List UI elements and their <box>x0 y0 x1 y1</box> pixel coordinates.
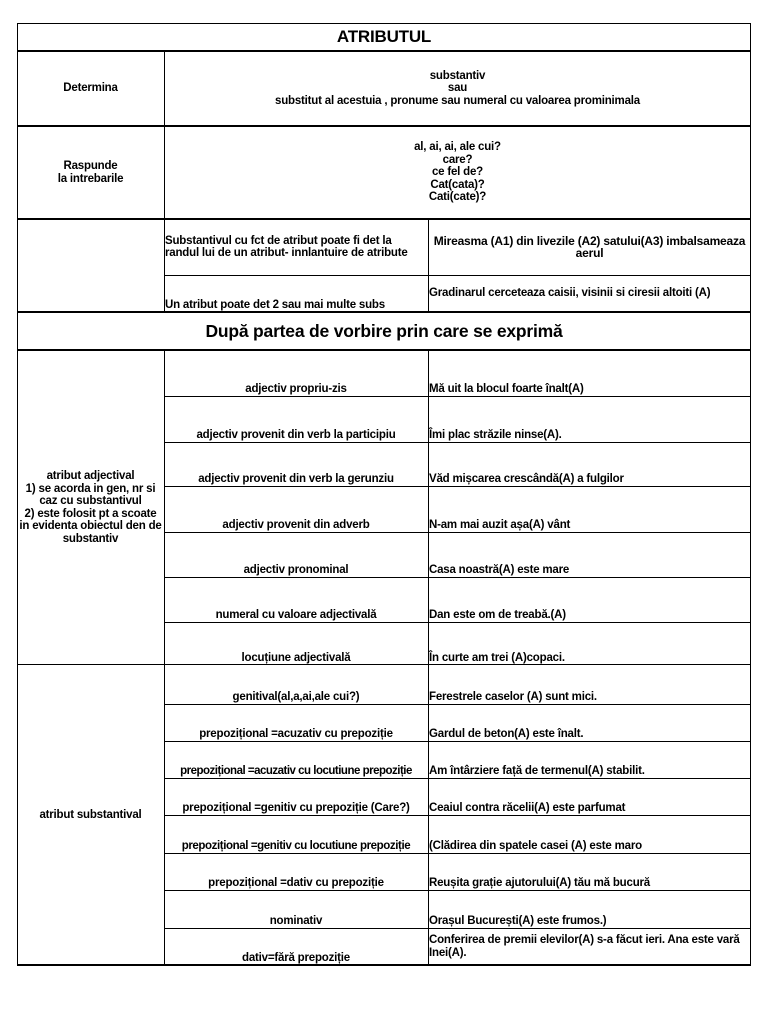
table-border-top <box>17 23 751 24</box>
adjectival-label: atribut adjectival 1) se acorda in gen, nr si caz cu substantivul 2) este folosit pt a scoate in evidenta obiectul den de substantiv <box>19 470 162 545</box>
substantival-type: prepozițional =genitiv cu locutiune prepoziție <box>181 839 411 852</box>
atribut-table <box>17 23 751 965</box>
adjectival-example: N-am mai auzit așa(A) vânt <box>429 518 571 531</box>
adjectival-example: În curte am trei (A)copaci. <box>429 651 565 664</box>
row-divider <box>164 778 751 779</box>
adjectival-type: locuțiune adjectivală <box>241 651 351 664</box>
row-divider <box>164 853 751 854</box>
adjectival-type: adjectiv provenit din verb la participiu <box>196 428 396 441</box>
row-divider <box>164 486 751 487</box>
column-divider <box>428 219 429 312</box>
raspunde-content: al, ai, ai, ale cui? care? ce fel de? Cat(cata)? Cati(cate)? <box>414 141 501 204</box>
substantival-example: Gardul de beton(A) este înalt. <box>429 727 584 740</box>
table-border-right <box>750 23 751 966</box>
note-example: Gradinarul cerceteaza caisii, visinii si ciresii altoiti (A) <box>429 287 711 300</box>
row-divider <box>164 928 751 929</box>
row-divider <box>17 50 751 52</box>
row-divider <box>17 664 751 665</box>
row-divider <box>164 275 751 276</box>
adjectival-example: Casa noastră(A) este mare <box>429 563 570 576</box>
note-text: Un atribut poate det 2 sau mai multe subs <box>165 298 385 311</box>
row-divider <box>164 577 751 578</box>
substantival-type: dativ=fără prepoziție <box>242 951 350 964</box>
substantival-example: Ferestrele caselor (A) sunt mici. <box>429 690 597 703</box>
row-divider <box>17 349 751 351</box>
row-divider <box>17 125 751 127</box>
raspunde-label: Raspunde la intrebarile <box>57 160 124 185</box>
row-divider <box>164 704 751 705</box>
row-divider <box>164 815 751 816</box>
row-divider <box>17 218 751 220</box>
table-border-left <box>17 23 18 966</box>
row-divider <box>164 396 751 397</box>
adjectival-type: adjectiv provenit din adverb <box>222 518 370 531</box>
row-divider <box>17 311 751 313</box>
determina-label: Determina <box>63 82 118 95</box>
note-text: Substantivul cu fct de atribut poate fi det la randul lui de un atribut- innlantuire de atribute <box>165 234 408 259</box>
substantival-type: prepozițional =acuzativ cu locutiune prepoziție <box>180 764 412 777</box>
row-divider <box>164 622 751 623</box>
column-divider <box>164 51 165 312</box>
table-border-bottom <box>17 964 751 966</box>
column-divider <box>164 350 165 965</box>
substantival-type: prepozițional =genitiv cu prepoziție (Care?) <box>182 801 410 814</box>
row-divider <box>164 741 751 742</box>
substantival-label: atribut substantival <box>39 808 142 821</box>
substantival-example: Am întârziere față de termenul(A) stabilit. <box>429 764 645 777</box>
substantival-type: prepozițional =acuzativ cu prepoziție <box>199 727 393 740</box>
substantival-example: Orașul București(A) este frumos.) <box>429 914 607 927</box>
substantival-type: nominativ <box>269 914 323 927</box>
adjectival-example: Mă uit la blocul foarte înalt(A) <box>429 382 584 395</box>
adjectival-example: Dan este om de treabă.(A) <box>429 608 566 621</box>
determina-content: substantiv sau substitut al acestuia , pronume sau numeral cu valoarea prominimala <box>275 69 640 107</box>
adjectival-type: numeral cu valoare adjectivală <box>215 608 377 621</box>
note-example: Mireasma (A1) din livezile (A2) satului(A3) imbalsameaza aerul <box>433 233 746 260</box>
adjectival-type: adjectiv pronominal <box>243 563 349 576</box>
substantival-example: Conferirea de premii elevilor(A) s-a făcut ieri. Ana este vară Inei(A). <box>429 934 740 959</box>
substantival-example: Reușita grație ajutorului(A) tău mă bucură <box>429 876 650 889</box>
adjectival-type: adjectiv provenit din verb la gerunziu <box>198 472 394 485</box>
substantival-example: Ceaiul contra răcelii(A) este parfumat <box>429 801 626 814</box>
adjectival-type: adjectiv propriu-zis <box>245 382 347 395</box>
row-divider <box>164 442 751 443</box>
adjectival-example: Văd mișcarea crescândă(A) a fulgilor <box>429 472 624 485</box>
section-title: După partea de vorbire prin care se exprimă <box>205 320 563 341</box>
substantival-type: prepozițional =dativ cu prepoziție <box>208 876 384 889</box>
column-divider <box>428 350 429 965</box>
substantival-type: genitival(al,a,ai,ale cui?) <box>232 690 360 703</box>
row-divider <box>164 890 751 891</box>
row-divider <box>164 532 751 533</box>
adjectival-example: Îmi plac străzile ninse(A). <box>429 428 562 441</box>
substantival-example: (Clădirea din spatele casei (A) este maro <box>429 839 642 852</box>
table-title: ATRIBUTUL <box>336 26 432 46</box>
